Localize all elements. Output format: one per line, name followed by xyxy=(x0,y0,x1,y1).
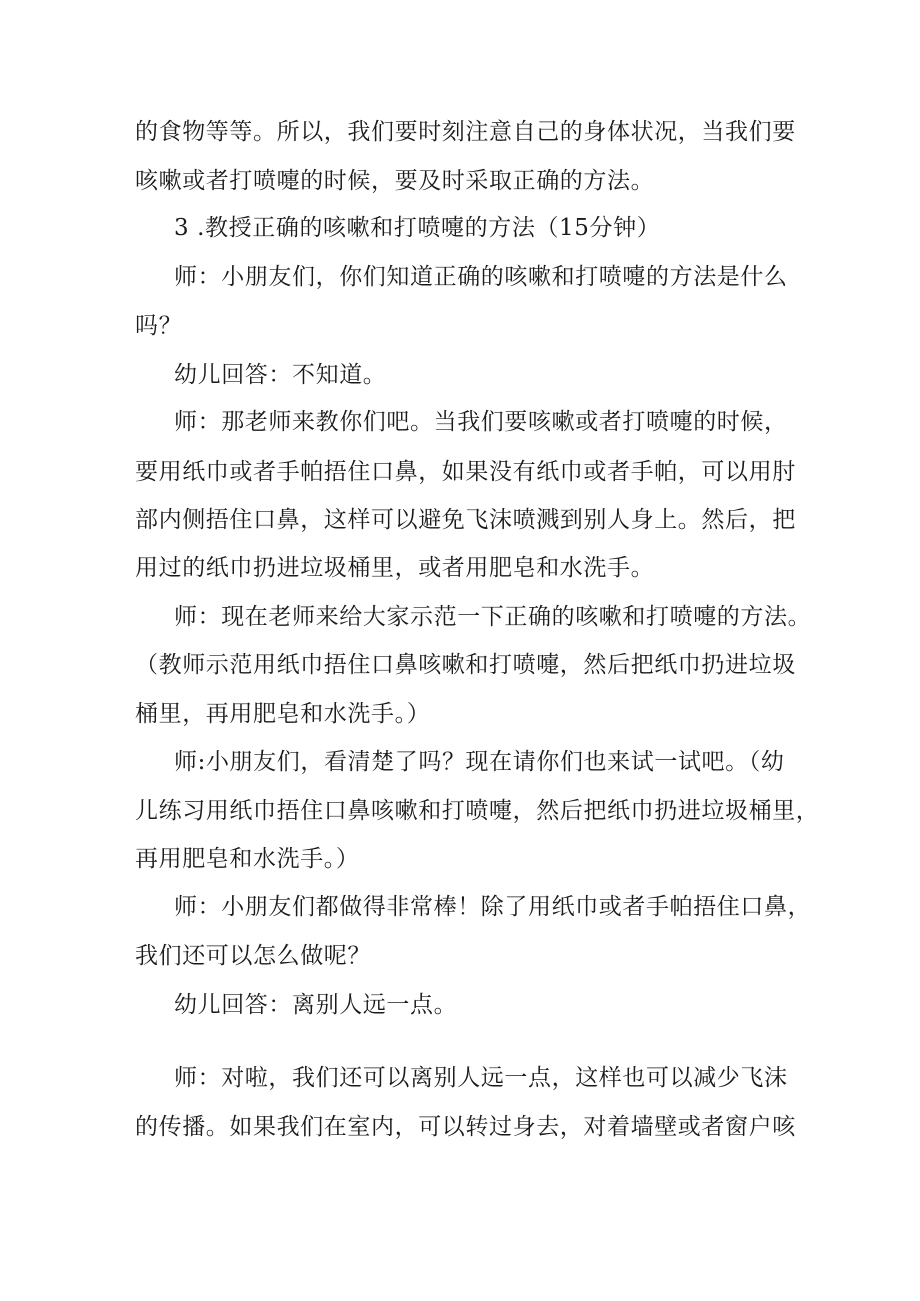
text-line: 吗？ xyxy=(135,313,183,339)
text-line: 儿练习用纸巾捂住口鼻咳嗽和打喷嚏，然后把纸巾扔进垃圾桶里， xyxy=(135,798,820,824)
text-line: 师：那老师来教你们吧。当我们要咳嗽或者打喷嚏的时候， xyxy=(174,409,788,435)
text-line: 咳嗽或者打喷嚏的时候，要及时采取正确的方法。 xyxy=(135,168,655,194)
section-heading: 3 .教授正确的咳嗽和打喷嚏的方法（15分钟） xyxy=(174,215,661,241)
text-line: 部内侧捂住口鼻，这样可以避免飞沫喷溅到别人身上。然后，把 xyxy=(135,507,796,533)
text-line: 用过的纸巾扔进垃圾桶里，或者用肥皂和水洗手。 xyxy=(135,555,655,581)
text-line: 师：对啦，我们还可以离别人远一点，这样也可以减少飞沫 xyxy=(174,1065,788,1091)
text-line: 师：现在老师来给大家示范一下正确的咳嗽和打喷嚏的方法。 xyxy=(174,604,812,630)
text-line: 幼儿回答：离别人远一点。 xyxy=(174,992,458,1018)
text-line: 再用肥皂和水洗手。） xyxy=(135,846,360,872)
text-line: 桶里，再用肥皂和水洗手。） xyxy=(135,701,431,727)
text-line: 师:小朋友们，看清楚了吗？现在请你们也来试一试吧。（幼 xyxy=(174,749,785,775)
text-line: 的传播。如果我们在室内，可以转过身去，对着墙壁或者窗户咳 xyxy=(135,1114,796,1140)
text-line: （教师示范用纸巾捂住口鼻咳嗽和打喷嚏，然后把纸巾扔进垃圾 xyxy=(135,652,796,678)
text-line: 师：小朋友们，你们知道正确的咳嗽和打喷嚏的方法是什么 xyxy=(174,264,788,290)
text-line: 我们还可以怎么做呢？ xyxy=(135,943,371,969)
text-line: 幼儿回答：不知道。 xyxy=(174,362,387,388)
text-line: 要用纸巾或者手帕捂住口鼻，如果没有纸巾或者手帕，可以用肘 xyxy=(135,459,796,485)
text-line: 师：小朋友们都做得非常棒！除了用纸巾或者手帕捂住口鼻， xyxy=(174,894,812,920)
text-line: 的食物等等。所以，我们要时刻注意自己的身体状况，当我们要 xyxy=(135,119,796,145)
